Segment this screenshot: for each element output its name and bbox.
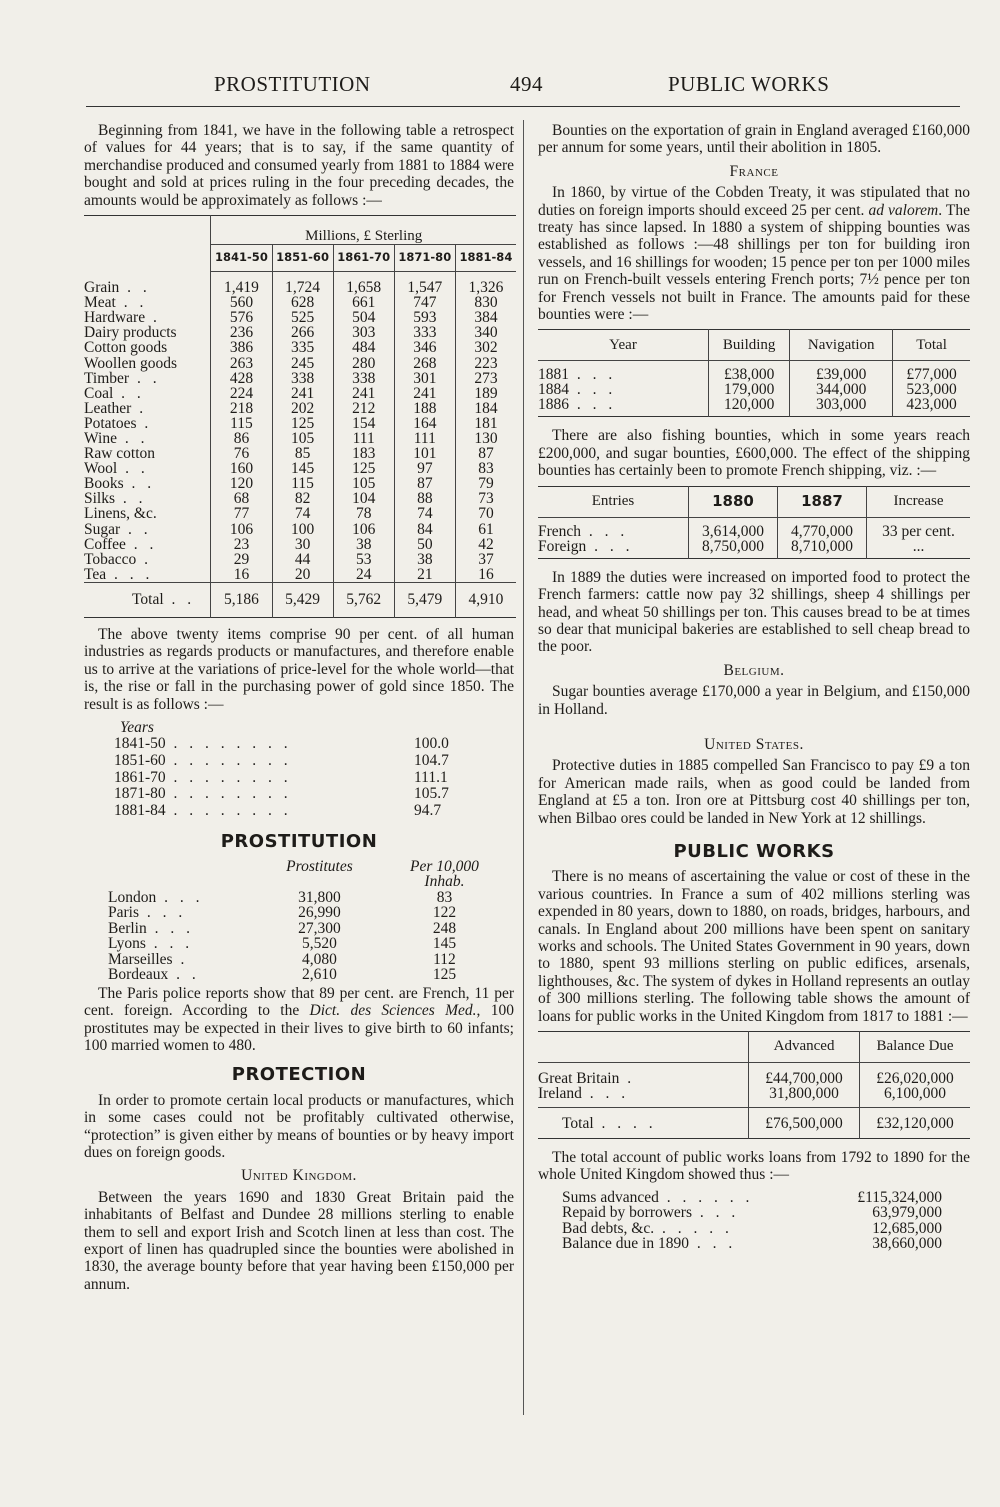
amount-cell: 120,000 bbox=[709, 397, 790, 412]
value-cell: 386 bbox=[211, 340, 272, 355]
value-cell: 83 bbox=[455, 461, 516, 476]
price-index-value: 94.7 bbox=[414, 801, 442, 819]
entries-cell: 8,750,000 bbox=[689, 539, 778, 554]
total-value: 5,186 bbox=[211, 582, 272, 617]
value-cell: 266 bbox=[272, 325, 333, 340]
value-cell: 263 bbox=[211, 356, 272, 371]
united-kingdom-heading: United Kingdom. bbox=[241, 1167, 357, 1185]
year-range: 1841-50 bbox=[114, 735, 166, 753]
table-row: 1881 . . . £38,000 £39,000 £77,000 bbox=[538, 367, 970, 382]
table-row: London . . . 31,800 83 bbox=[108, 890, 508, 906]
value-cell: 77 bbox=[211, 506, 272, 521]
total-value: 5,429 bbox=[272, 582, 333, 617]
per-10000-value: 122 bbox=[432, 904, 457, 922]
year-range: 1861-70 bbox=[114, 768, 166, 786]
value-cell: 120 bbox=[211, 476, 272, 491]
value-cell: 68 bbox=[211, 491, 272, 506]
commodity-name: Leather . bbox=[84, 399, 148, 417]
loan-total-advanced: £76,500,000 bbox=[749, 1108, 860, 1139]
value-cell: 484 bbox=[333, 340, 394, 355]
table-row bbox=[84, 506, 516, 521]
table-row: 1886 . . . 120,000 303,000 423,000 bbox=[538, 397, 970, 412]
loan-account-summary bbox=[562, 1190, 942, 1252]
value-cell: 104 bbox=[333, 491, 394, 506]
country-cell: Ireland bbox=[538, 1085, 582, 1103]
commodity-name: Silks . . bbox=[84, 490, 147, 508]
food-duties-paragraph: In 1889 the duties were increased on imported food to protect the French farmers: cattle now pay 32 shillings, sheep 4 shillings per head, and wheat 50 shillings per ton. This causes bread to be at times so dear that municipal bakeries are established to sell cheap bread to the poor. bbox=[538, 568, 970, 656]
year-range: 1851-60 bbox=[114, 751, 166, 769]
value-cell: 76 bbox=[211, 446, 272, 461]
value-cell: 115 bbox=[211, 416, 272, 431]
list-item: 1871-80 . . . . . . . . 105.7 bbox=[114, 786, 494, 803]
page-number: 494 bbox=[510, 72, 543, 96]
value-cell: 1,658 bbox=[333, 272, 394, 296]
value-cell: 525 bbox=[272, 310, 333, 325]
table-row bbox=[84, 356, 516, 371]
commodity-name: Dairy products bbox=[84, 324, 177, 342]
value-cell: 188 bbox=[394, 401, 455, 416]
years-heading: Years bbox=[120, 718, 154, 736]
prostitution-heading: PROSTITUTION bbox=[220, 831, 378, 853]
list-item: 1881-84 . . . . . . . . 94.7 bbox=[114, 803, 494, 820]
value-cell: 23 bbox=[211, 537, 272, 552]
city-name: Berlin bbox=[108, 919, 147, 937]
value-cell: 115 bbox=[272, 476, 333, 491]
value-cell: 241 bbox=[333, 386, 394, 401]
table-row bbox=[84, 272, 516, 296]
value-cell: 830 bbox=[455, 295, 516, 310]
table-row: Foreign . . . 8,750,000 8,710,000 ... bbox=[538, 539, 970, 554]
value-cell: 280 bbox=[333, 356, 394, 371]
table-row bbox=[84, 522, 516, 537]
protection-heading: PROTECTION bbox=[231, 1064, 367, 1086]
public-works-loans-table bbox=[538, 1031, 970, 1139]
total-value: 5,479 bbox=[394, 582, 455, 617]
value-cell: 236 bbox=[211, 325, 272, 340]
value-cell: 106 bbox=[211, 522, 272, 537]
loan-total-label: Total . . . . bbox=[562, 1114, 657, 1132]
table-row: Ireland . . . 31,800,000 6,100,000 bbox=[538, 1086, 970, 1101]
value-cell: 37 bbox=[455, 552, 516, 567]
city-name: Bordeaux bbox=[108, 966, 169, 984]
value-cell: 73 bbox=[455, 491, 516, 506]
value-cell: 1,547 bbox=[394, 272, 455, 296]
value-cell: 1,419 bbox=[211, 272, 272, 296]
value-cell: 70 bbox=[455, 506, 516, 521]
table-row: Lyons . . . 5,520 145 bbox=[108, 936, 508, 952]
amount-cell: £77,000 bbox=[893, 367, 970, 382]
amount-cell: 423,000 bbox=[893, 397, 970, 412]
table-row: Bordeaux . . 2,610 125 bbox=[108, 967, 508, 983]
value-cell: 111 bbox=[333, 431, 394, 446]
account-value: 63,979,000 bbox=[872, 1204, 942, 1222]
value-cell: 241 bbox=[272, 386, 333, 401]
total-value: 5,762 bbox=[333, 582, 394, 617]
account-value: 38,660,000 bbox=[872, 1235, 942, 1253]
advanced-header: Advanced bbox=[749, 1032, 860, 1063]
public-works-paragraph: There is no means of ascertaining the value or cost of these in the various countries. In France a sum of 402 millions sterling was expended in 80 years, down to 1880, on roads, bridges, harbours, and canals. In England about 200 millions have been spent on sanitary works and schools. The United States Government in 90 years, down to 1880, spent 93 millions sterling on public edifices, arsenals, lighthouses, &c. The system of dykes in Holland represents an outlay of 300 millions sterling. The following table shows the amount of loans for public works in the United Kingdom from 1817 to 1881 :— bbox=[538, 868, 970, 1025]
table-row bbox=[84, 461, 516, 476]
fishing-paragraph: There are also fishing bounties, which in some years reach £200,000, and sugar bounties, £600,000. The effect of the shipping bounties has certainly been to promote French shipping, viz. :— bbox=[538, 427, 970, 480]
value-cell: 50 bbox=[394, 537, 455, 552]
public-works-heading: PUBLIC WORKS bbox=[673, 840, 835, 862]
commodity-name: Tobacco . bbox=[84, 550, 153, 568]
value-cell: 302 bbox=[455, 340, 516, 355]
value-cell: 628 bbox=[272, 295, 333, 310]
commodity-name: Meat . . bbox=[84, 294, 148, 312]
protection-paragraph: In order to promote certain local products or manufactures, which in some cases could not be profitably cultivated otherwise, “protection” is given either by means of bounties or by heavy import dues on foreign goods. bbox=[84, 1091, 514, 1161]
flag-cell: Foreign bbox=[538, 537, 587, 555]
value-cell: 245 bbox=[272, 356, 333, 371]
commodity-name: Tea . . . bbox=[84, 565, 154, 583]
loan-total-balance: £32,120,000 bbox=[860, 1108, 970, 1139]
commodity-name: Coal . . bbox=[84, 384, 145, 402]
city-name: Marseilles bbox=[108, 950, 173, 968]
total-value: 4,910 bbox=[455, 582, 516, 617]
value-cell: 301 bbox=[394, 371, 455, 386]
value-cell: 218 bbox=[211, 401, 272, 416]
year-range: 1881-84 bbox=[114, 801, 166, 819]
commodity-values-table bbox=[84, 215, 516, 618]
city-name: Paris bbox=[108, 904, 139, 922]
value-cell: 181 bbox=[455, 416, 516, 431]
list-item: 1841-50 . . . . . . . . 100.0 bbox=[114, 736, 494, 753]
value-cell: 241 bbox=[394, 386, 455, 401]
value-cell: 106 bbox=[333, 522, 394, 537]
value-cell: 1,724 bbox=[272, 272, 333, 296]
table-row bbox=[84, 431, 516, 446]
value-cell: 189 bbox=[455, 386, 516, 401]
prostitutes-header: Prostitutes bbox=[286, 857, 353, 875]
value-cell: 224 bbox=[211, 386, 272, 401]
value-cell: 84 bbox=[394, 522, 455, 537]
value-cell: 42 bbox=[455, 537, 516, 552]
amount-cell: 344,000 bbox=[790, 382, 893, 397]
account-value: 12,685,000 bbox=[872, 1219, 942, 1237]
value-cell: 661 bbox=[333, 295, 394, 310]
advanced-cell: £44,700,000 bbox=[749, 1071, 860, 1086]
price-index-table bbox=[114, 736, 494, 819]
commodity-name: Linens, &c. bbox=[84, 505, 157, 523]
table-row: Marseilles . 4,080 112 bbox=[108, 952, 508, 968]
balance-cell: 6,100,000 bbox=[860, 1086, 970, 1101]
decade-header: 1881-84 bbox=[455, 245, 516, 272]
value-cell: 24 bbox=[333, 567, 394, 583]
value-cell: 340 bbox=[455, 325, 516, 340]
city-name: London bbox=[108, 888, 157, 906]
inhab-header: Inhab. bbox=[424, 873, 465, 891]
value-cell: 183 bbox=[333, 446, 394, 461]
value-cell: 79 bbox=[455, 476, 516, 491]
amount-cell: 303,000 bbox=[790, 397, 893, 412]
value-cell: 21 bbox=[394, 567, 455, 583]
value-cell: 160 bbox=[211, 461, 272, 476]
table-row bbox=[84, 446, 516, 461]
commodity-name: Cotton goods bbox=[84, 339, 168, 357]
value-cell: 125 bbox=[272, 416, 333, 431]
value-cell: 87 bbox=[394, 476, 455, 491]
value-cell: 1,326 bbox=[455, 272, 516, 296]
table-row bbox=[84, 567, 516, 583]
prostitutes-count: 4,080 bbox=[302, 950, 337, 968]
account-item: Sums advanced bbox=[562, 1188, 659, 1206]
prostitutes-count: 2,610 bbox=[302, 966, 337, 984]
value-cell: 125 bbox=[333, 461, 394, 476]
list-item: Bad debts, &c. . . . . . 12,685,000 bbox=[562, 1219, 942, 1237]
city-name: Lyons bbox=[108, 935, 146, 953]
header-right-title: PUBLIC WORKS bbox=[668, 72, 830, 96]
value-cell: 346 bbox=[394, 340, 455, 355]
account-item: Repaid by borrowers bbox=[562, 1204, 692, 1222]
entries-header: 1887 bbox=[778, 486, 867, 517]
commodity-name: Woollen goods bbox=[84, 354, 178, 372]
amount-cell: £38,000 bbox=[709, 367, 790, 382]
value-cell: 82 bbox=[272, 491, 333, 506]
prostitution-table bbox=[108, 859, 508, 983]
value-cell: 164 bbox=[394, 416, 455, 431]
entries-header: Increase bbox=[867, 486, 971, 517]
value-cell: 105 bbox=[333, 476, 394, 491]
value-cell: 504 bbox=[333, 310, 394, 325]
decade-header: 1861-70 bbox=[333, 245, 394, 272]
year-cell: 1884 bbox=[538, 381, 569, 399]
value-cell: 154 bbox=[333, 416, 394, 431]
value-cell: 44 bbox=[272, 552, 333, 567]
value-cell: 86 bbox=[211, 431, 272, 446]
flag-cell: French bbox=[538, 522, 582, 540]
year-cell: 1881 bbox=[538, 366, 569, 384]
list-item: 1861-70 . . . . . . . . 111.1 bbox=[114, 770, 494, 787]
value-cell: 78 bbox=[333, 506, 394, 521]
value-cell: 335 bbox=[272, 340, 333, 355]
value-cell: 576 bbox=[211, 310, 272, 325]
year-cell: 1886 bbox=[538, 396, 569, 414]
france-paragraph: In 1860, by virtue of the Cobden Treaty, it was stipulated that no duties on foreign imports should exceed 25 per cent. ad valorem. The treaty has since lapsed. In 1880 a system of shipping bounties was established as follows :—48 shillings per ton for building iron vessels, and 16 shillings for wooden; 15 pence per ton per 1000 miles run on French-built vessels entering French ports; 7½ pence per ton for French vessels not built in France. The amounts paid for these bounties were :— bbox=[538, 184, 970, 324]
value-cell: 268 bbox=[394, 356, 455, 371]
entries-cell: ... bbox=[867, 539, 971, 554]
prostitutes-count: 5,520 bbox=[302, 935, 337, 953]
price-index-value: 104.7 bbox=[414, 751, 449, 769]
shipping-entries-table bbox=[538, 486, 970, 559]
commodity-name: Coffee . . bbox=[84, 535, 158, 553]
value-cell: 145 bbox=[272, 461, 333, 476]
uk-paragraph: Between the years 1690 and 1830 Great Britain paid the inhabitants of Belfast and Dundee 28 millions sterling to enable them to sell and export Irish and Scotch linen at less than cost. The export of linen has quadrupled since the bounties were abolished in 1830, the average bounty before that year having been £150,000 per annum. bbox=[84, 1188, 514, 1293]
left-column bbox=[84, 122, 514, 1299]
total-label: Total . . bbox=[84, 582, 211, 617]
value-cell: 273 bbox=[455, 371, 516, 386]
column-divider bbox=[523, 120, 524, 1415]
value-cell: 212 bbox=[333, 401, 394, 416]
table-row: Berlin . . . 27,300 248 bbox=[108, 921, 508, 937]
value-cell: 53 bbox=[333, 552, 394, 567]
value-cell: 338 bbox=[333, 371, 394, 386]
value-cell: 184 bbox=[455, 401, 516, 416]
value-cell: 105 bbox=[272, 431, 333, 446]
value-cell: 111 bbox=[394, 431, 455, 446]
year-range: 1871-80 bbox=[114, 785, 166, 803]
per-10000-header: Per 10,000 bbox=[410, 857, 479, 875]
per-10000-value: 248 bbox=[432, 919, 457, 937]
us-paragraph: Protective duties in 1885 compelled San Francisco to pay £9 a ton for American made rails, when as good could be landed from England at £5 a ton. Iron ore at Pittsburg cost 40 shillings per ton, when Bilbao ores could be landed in New York at 12 shillings. bbox=[538, 757, 970, 827]
commodity-name: Wool . . bbox=[84, 460, 149, 478]
value-cell: 747 bbox=[394, 295, 455, 310]
table-row: French . . . 3,614,000 4,770,000 33 per cent. bbox=[538, 524, 970, 539]
table-title: Millions, £ Sterling bbox=[211, 216, 516, 245]
value-cell: 130 bbox=[455, 431, 516, 446]
commodity-name: Raw cotton bbox=[84, 445, 156, 463]
right-column bbox=[538, 122, 970, 1252]
balance-due-header: Balance Due bbox=[860, 1032, 970, 1063]
value-cell: 29 bbox=[211, 552, 272, 567]
value-cell: 202 bbox=[272, 401, 333, 416]
commodity-name: Wine . . bbox=[84, 429, 149, 447]
commodity-name: Potatoes . bbox=[84, 414, 153, 432]
amount-cell: £39,000 bbox=[790, 367, 893, 382]
account-value: £115,324,000 bbox=[857, 1188, 942, 1206]
decade-header: 1841-50 bbox=[211, 245, 272, 272]
table-row bbox=[84, 371, 516, 386]
value-cell: 88 bbox=[394, 491, 455, 506]
commodity-name: Sugar . . bbox=[84, 520, 152, 538]
table-row: Paris . . . 26,990 122 bbox=[108, 905, 508, 921]
paris-paragraph: The Paris police reports show that 89 per cent. are French, 11 per cent. foreign. According to the Dict. des Sciences Med., 100 prostitutes may be expected in their lives to give birth to 60 infants; 100 married women to 480. bbox=[84, 984, 515, 1054]
table-row: Great Britain . £44,700,000 £26,020,000 bbox=[538, 1071, 970, 1086]
table-row bbox=[84, 401, 516, 416]
price-index-value: 105.7 bbox=[414, 785, 449, 803]
shipping-header: Building bbox=[709, 330, 790, 361]
table-row bbox=[84, 416, 516, 431]
united-states-heading: United States. bbox=[704, 735, 804, 753]
country-cell: Great Britain bbox=[538, 1070, 620, 1088]
table-row bbox=[84, 325, 516, 340]
commodity-name: Books . . bbox=[84, 475, 156, 493]
advanced-cell: 31,800,000 bbox=[749, 1086, 860, 1101]
entries-cell: 8,710,000 bbox=[778, 539, 867, 554]
value-cell: 560 bbox=[211, 295, 272, 310]
value-cell: 384 bbox=[455, 310, 516, 325]
value-cell: 223 bbox=[455, 356, 516, 371]
value-cell: 74 bbox=[394, 506, 455, 521]
list-item: Balance due in 1890 . . . 38,660,000 bbox=[562, 1235, 942, 1253]
value-cell: 16 bbox=[455, 567, 516, 583]
entries-header: Entries bbox=[538, 486, 689, 517]
header-left-title: PROSTITUTION bbox=[214, 72, 371, 96]
value-cell: 38 bbox=[333, 537, 394, 552]
france-heading: France bbox=[729, 162, 779, 180]
per-10000-value: 83 bbox=[436, 888, 453, 906]
header-rule bbox=[86, 106, 960, 107]
entries-header: 1880 bbox=[689, 486, 778, 517]
entries-cell: 3,614,000 bbox=[689, 524, 778, 539]
dict-citation: Dict. des Sciences Med. bbox=[309, 1002, 477, 1020]
balance-cell: £26,020,000 bbox=[860, 1071, 970, 1086]
value-cell: 16 bbox=[211, 567, 272, 583]
price-index-value: 100.0 bbox=[414, 735, 449, 753]
shipping-header: Navigation bbox=[790, 330, 893, 361]
value-cell: 338 bbox=[272, 371, 333, 386]
value-cell: 87 bbox=[455, 446, 516, 461]
belgium-heading: Belgium. bbox=[723, 661, 785, 679]
decade-header: 1871-80 bbox=[394, 245, 455, 272]
table-row bbox=[84, 552, 516, 567]
price-level-paragraph: The above twenty items comprise 90 per cent. of all human industries as regards products or manufactures, and therefore enable us to arrive at the variations of price-level for the whole world—that is, the rise or fall in the purchasing power of gold since 1850. The result is as follows :— bbox=[84, 625, 514, 713]
value-cell: 30 bbox=[272, 537, 333, 552]
intro-paragraph: Beginning from 1841, we have in the following table a retrospect of values for 44 years; that is to say, if the same quantity of merchandise produced and consumed yearly from 1881 to 1884 were bought and sold at prices ruling in the four preceding decades, the amounts would be approximately as follows :— bbox=[84, 122, 514, 209]
value-cell: 97 bbox=[394, 461, 455, 476]
decade-header: 1851-60 bbox=[272, 245, 333, 272]
table-row bbox=[84, 295, 516, 310]
running-header bbox=[0, 72, 1000, 106]
commodity-name: Hardware . bbox=[84, 309, 161, 327]
value-cell: 428 bbox=[211, 371, 272, 386]
table-row bbox=[84, 491, 516, 506]
account-item: Balance due in 1890 bbox=[562, 1235, 689, 1253]
entries-cell: 33 per cent. bbox=[867, 524, 971, 539]
table-row bbox=[84, 476, 516, 491]
value-cell: 593 bbox=[394, 310, 455, 325]
list-item: Sums advanced . . . . . . £115,324,000 bbox=[562, 1188, 942, 1206]
amount-cell: 179,000 bbox=[709, 382, 790, 397]
commodity-name: Timber . . bbox=[84, 369, 161, 387]
prostitutes-count: 26,990 bbox=[298, 904, 341, 922]
table-row bbox=[84, 537, 516, 552]
value-cell: 20 bbox=[272, 567, 333, 583]
table-row bbox=[84, 310, 516, 325]
per-10000-value: 145 bbox=[432, 935, 457, 953]
entries-cell: 4,770,000 bbox=[778, 524, 867, 539]
account-item: Bad debts, &c. bbox=[562, 1219, 655, 1237]
value-cell: 61 bbox=[455, 522, 516, 537]
per-10000-value: 125 bbox=[432, 966, 457, 984]
value-cell: 101 bbox=[394, 446, 455, 461]
prostitutes-count: 31,800 bbox=[298, 888, 341, 906]
list-item: 1851-60 . . . . . . . . 104.7 bbox=[114, 753, 494, 770]
shipping-header: Year bbox=[538, 330, 709, 361]
table-row bbox=[84, 340, 516, 355]
table-row bbox=[84, 386, 516, 401]
shipping-header: Total bbox=[893, 330, 970, 361]
prostitutes-count: 27,300 bbox=[298, 919, 341, 937]
grain-bounties-paragraph: Bounties on the exportation of grain in England averaged £160,000 per annum for some years, until their abolition in 1805. bbox=[538, 122, 970, 157]
amount-cell: 523,000 bbox=[893, 382, 970, 397]
total-account-paragraph: The total account of public works loans from 1792 to 1890 for the whole United Kingdom showed thus :— bbox=[538, 1149, 970, 1184]
shipping-bounties-table bbox=[538, 329, 970, 417]
value-cell: 303 bbox=[333, 325, 394, 340]
value-cell: 333 bbox=[394, 325, 455, 340]
list-item: Repaid by borrowers . . . 63,979,000 bbox=[562, 1204, 942, 1222]
price-index-value: 111.1 bbox=[414, 768, 448, 786]
value-cell: 38 bbox=[394, 552, 455, 567]
per-10000-value: 112 bbox=[433, 950, 456, 968]
value-cell: 74 bbox=[272, 506, 333, 521]
belgium-paragraph: Sugar bounties average £170,000 a year in Belgium, and £150,000 in Holland. bbox=[538, 683, 970, 718]
commodity-name: Grain . . bbox=[84, 278, 151, 296]
value-cell: 100 bbox=[272, 522, 333, 537]
table-row: 1884 . . . 179,000 344,000 523,000 bbox=[538, 382, 970, 397]
value-cell: 85 bbox=[272, 446, 333, 461]
